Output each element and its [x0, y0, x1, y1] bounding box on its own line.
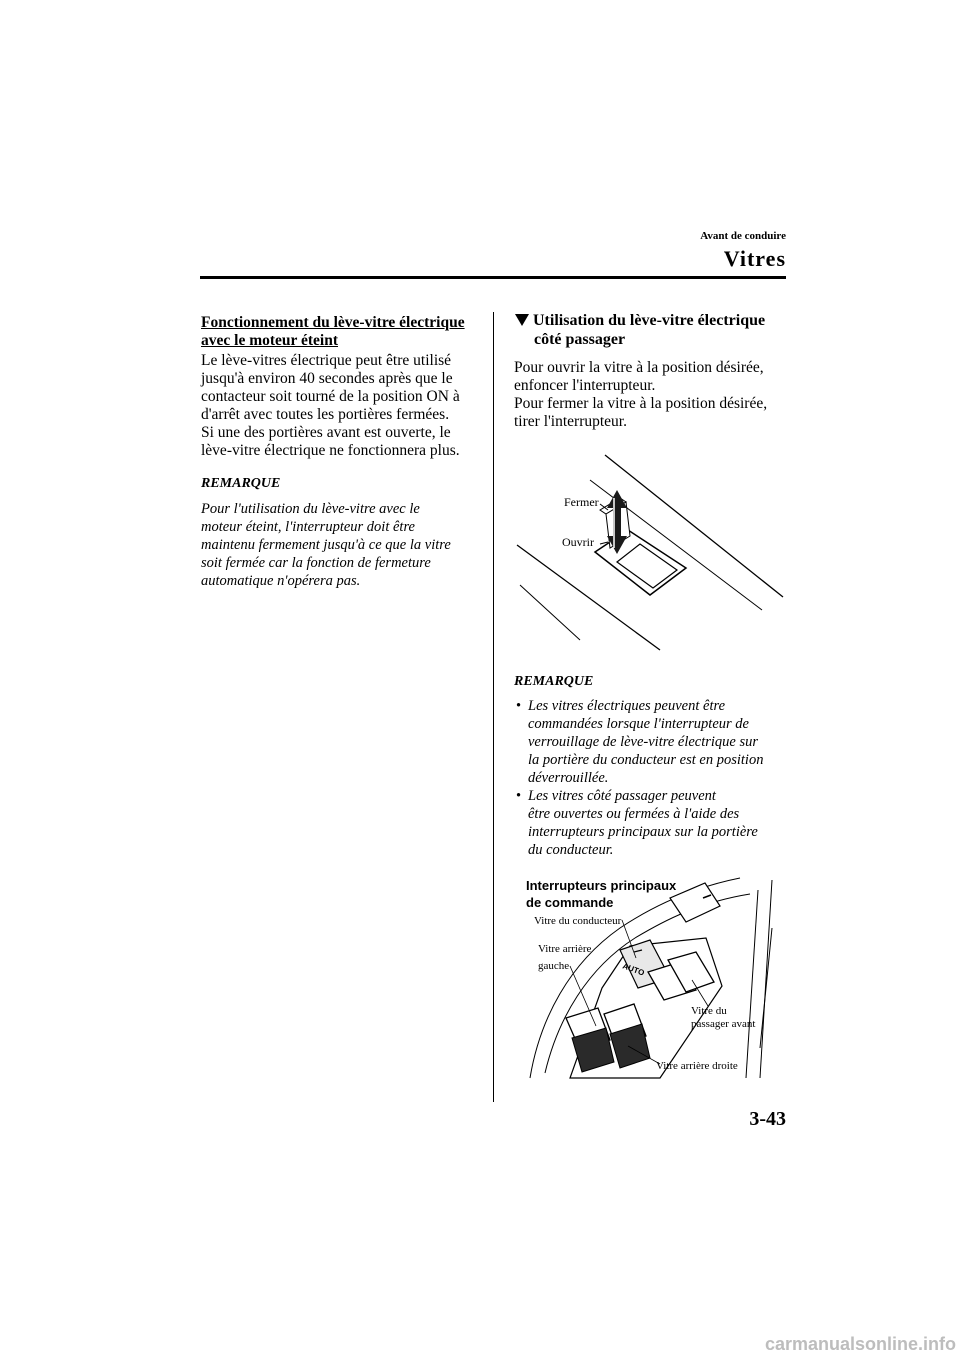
label-close: Fermer — [564, 495, 599, 509]
panel-outline — [760, 880, 772, 1078]
note-line: du conducteur. — [528, 842, 614, 858]
right-heading-line: côté passager — [534, 331, 626, 348]
section-title: Vitres — [723, 246, 786, 271]
note-bullet-item — [514, 697, 790, 787]
note-line: Pour l'utilisation du lève-vitre avec le — [201, 501, 420, 517]
figure-title: de commande — [526, 895, 614, 910]
left-note — [201, 500, 486, 590]
door-trim-line — [520, 585, 580, 640]
paragraph-line: lève-vitre électrique ne fonctionnera plus. — [201, 442, 460, 459]
label-front-passenger: Vitre du — [691, 1005, 727, 1017]
left-heading-line: avec le moteur éteint — [201, 332, 339, 349]
paragraph-line: contacteur soit tourné de la position ON à — [201, 388, 460, 405]
window-switch — [595, 498, 686, 595]
label-rear-left: Vitre arrière — [538, 943, 592, 955]
label-driver-window: Vitre du conducteur — [534, 915, 622, 927]
note-line: moteur éteint, l'interrupteur doit être — [201, 519, 415, 535]
paragraph-line: Si une des portières avant est ouverte, le — [201, 424, 451, 441]
lock-switch — [670, 883, 720, 922]
column-divider — [493, 312, 494, 1102]
left-heading-line: Fonctionnement du lève-vitre électrique — [201, 314, 465, 331]
paragraph-line: Pour ouvrir la vitre à la position désirée, — [514, 359, 764, 376]
panel-outline — [760, 928, 772, 1048]
label-open: Ouvrir — [562, 535, 594, 549]
paragraph-line: d'arrêt avec toutes les portières fermées. — [201, 406, 450, 423]
note-line: automatique n'opérera pas. — [201, 573, 361, 589]
paragraph-line: tirer l'interrupteur. — [514, 413, 627, 430]
page-number: 3-43 — [749, 1108, 786, 1130]
header-rule — [200, 276, 786, 279]
master-switches-figure — [510, 868, 790, 1083]
note-bullet-item — [514, 787, 790, 859]
chapter-title: Avant de conduire — [700, 230, 786, 242]
label-front-passenger: passager avant — [691, 1018, 756, 1030]
left-note-heading: REMARQUE — [201, 476, 281, 491]
right-heading-line: Utilisation du lève-vitre électrique — [533, 312, 766, 329]
right-note-heading: REMARQUE — [514, 674, 594, 689]
label-rear-left: gauche — [538, 960, 570, 972]
note-line: Les vitres côté passager peuvent — [528, 788, 716, 804]
auto-label: AUTO — [621, 961, 646, 978]
passenger-switch-figure — [500, 440, 800, 665]
note-line: maintenu fermement jusqu'à ce que la vitre — [201, 537, 451, 553]
panel-outline — [746, 890, 758, 1078]
label-rear-right: Vitre arrière droite — [656, 1060, 738, 1072]
note-line: la portière du conducteur est en position — [528, 752, 764, 768]
left-paragraph — [201, 352, 486, 460]
left-heading — [201, 314, 481, 350]
note-line: Les vitres électriques peuvent être — [528, 698, 726, 714]
paragraph-line: jusqu'à environ 40 secondes après que le — [201, 370, 453, 387]
triangle-marker-icon — [515, 314, 529, 326]
right-heading — [515, 311, 790, 349]
note-line: soit fermée car la fonction de fermeture — [201, 555, 431, 571]
bullet-icon: • — [516, 788, 522, 804]
right-note — [514, 697, 790, 859]
note-line: interrupteurs principaux sur la portière — [528, 824, 758, 840]
footer-watermark: carmanualsonline.info — [764, 1334, 956, 1354]
note-line: être ouvertes ou fermées à l'aide des — [528, 806, 740, 822]
note-line: verrouillage de lève-vitre électrique sur — [528, 734, 759, 750]
paragraph-line: Pour fermer la vitre à la position désirée, — [514, 395, 768, 412]
bullet-icon: • — [516, 698, 522, 714]
paragraph-line: Le lève-vitres électrique peut être utilisé — [201, 352, 452, 369]
figure-title: Interrupteurs principaux — [526, 878, 677, 893]
note-line: commandées lorsque l'interrupteur de — [528, 716, 749, 732]
right-paragraph — [514, 359, 789, 431]
paragraph-line: enfoncer l'interrupteur. — [514, 377, 656, 394]
note-line: déverrouillée. — [528, 770, 609, 786]
